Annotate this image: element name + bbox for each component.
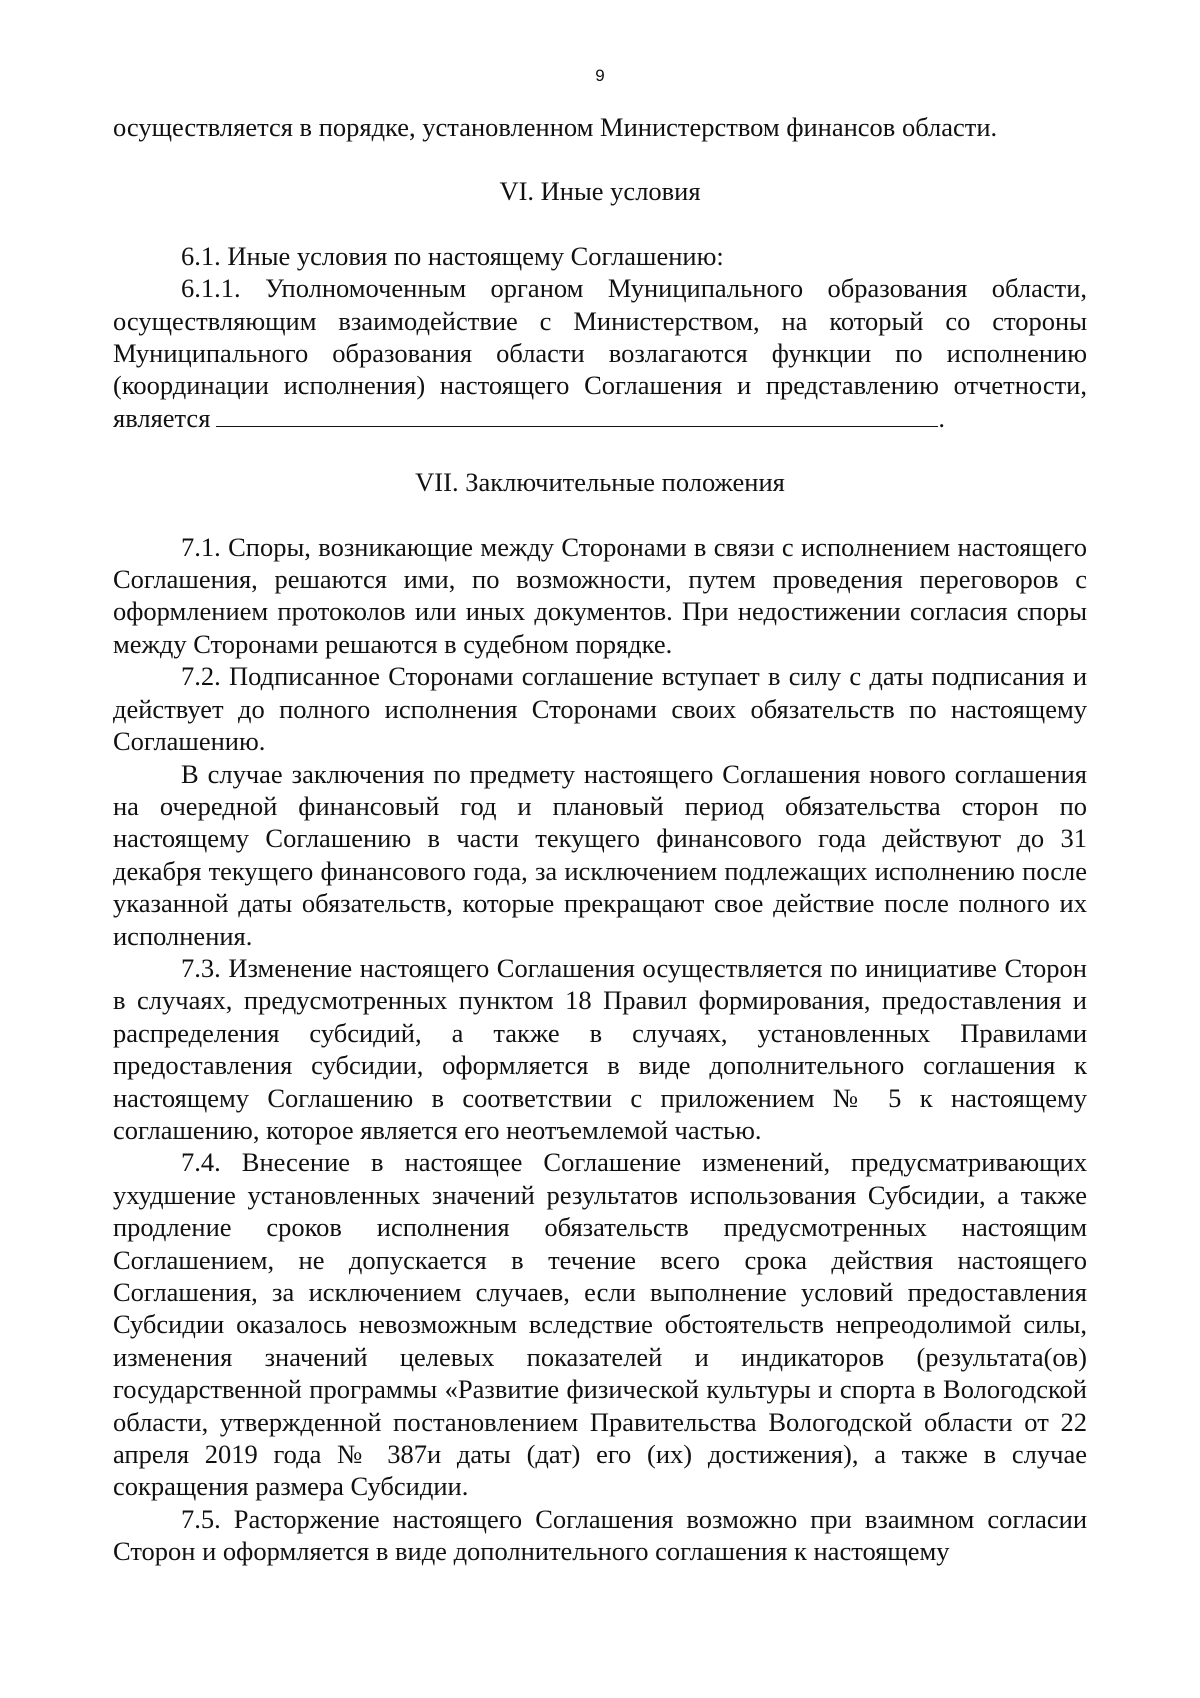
page-number: 9 [595,66,605,85]
section-7-heading: VII. Заключительные положения [415,467,785,498]
clause-6-1: 6.1. Иные условия по настоящему Соглашению: [181,240,724,271]
section-6-heading: VI. Иные условия [499,176,701,207]
clause-6-1-1-text: 6.1.1. Уполномоченным органом Муниципального образования области, осуществляющим взаимодействие с Министерством, на который со стороны Муниципального образования области возлагаются функции по исполнению (координации исполнения) настоящего Соглашения и представлению отчетности, является [113,273,1087,433]
continuation-paragraph: осуществляется в порядке, установленном Министерством финансов области. [113,112,998,142]
clause-6-1-1 [113,272,1087,434]
clause-7-5: 7.5. Расторжение настоящего Соглашения возможно при взаимном согласии Сторон и оформляется в виде дополнительного соглашения к настоящему [113,1503,1087,1567]
document-body [113,111,1087,1568]
clause-7-2: 7.2. Подписанное Сторонами соглашение вступает в силу с даты подписания и действует до полного исполнения Сторонами своих обязательств по настоящему Соглашению. [113,661,1087,757]
blank-fill-line [216,402,938,427]
clause-7-1: 7.1. Споры, возникающие между Сторонами в связи с исполнением настоящего Соглашения, решаются ими, по возможности, путем проведения переговоров с оформлением протоколов или иных документов. При недостижении согласия споры между Сторонами решаются в судебном порядке. [113,531,1087,659]
clause-7-2-continuation: В случае заключения по предмету настоящего Соглашения нового соглашения на очередной финансовый год и плановый период обязательства сторон по настоящему Соглашению в части текущего финансового года действуют до 31 декабря текущего финансового года, за исключением подлежащих исполнению после указанной даты обязательств, которые прекращают свое действие после полного их исполнения. [113,758,1087,951]
clause-7-4: 7.4. Внесение в настоящее Соглашение изменений, предусматривающих ухудшение установленных значений результатов использования Субсидии, а также продление сроков исполнения обязательств предусмотренных настоящим Соглашением, не допускается в течение всего срока действия настоящего Соглашения, за исключением случаев, если выполнение условий предоставления Субсидии оказалось невозможным вследствие обстоятельств непреодолимой силы, изменения значений целевых показателей и индикаторов (результата(ов) государственной программы «Развитие физической культуры и спорта в Вологодской области, утвержденной постановлением Правительства Вологодской области от 22 апреля 2019 года № 387и даты (дат) его (их) достижения), а также в случае сокращения размера Субсидии. [113,1147,1087,1502]
clause-6-1-1-end: . [938,402,946,433]
clause-7-3: 7.3. Изменение настоящего Соглашения осуществляется по инициативе Сторон в случаях, предусмотренных пунктом 18 Правил формирования, предоставления и распределения субсидий, а также в случаях, установленных Правилами предоставления субсидии, оформляется в виде дополнительного соглашения к настоящему Соглашению в соответствии с приложением № 5 к настоящему соглашению, которое является его неотъемлемой частью. [113,952,1087,1145]
